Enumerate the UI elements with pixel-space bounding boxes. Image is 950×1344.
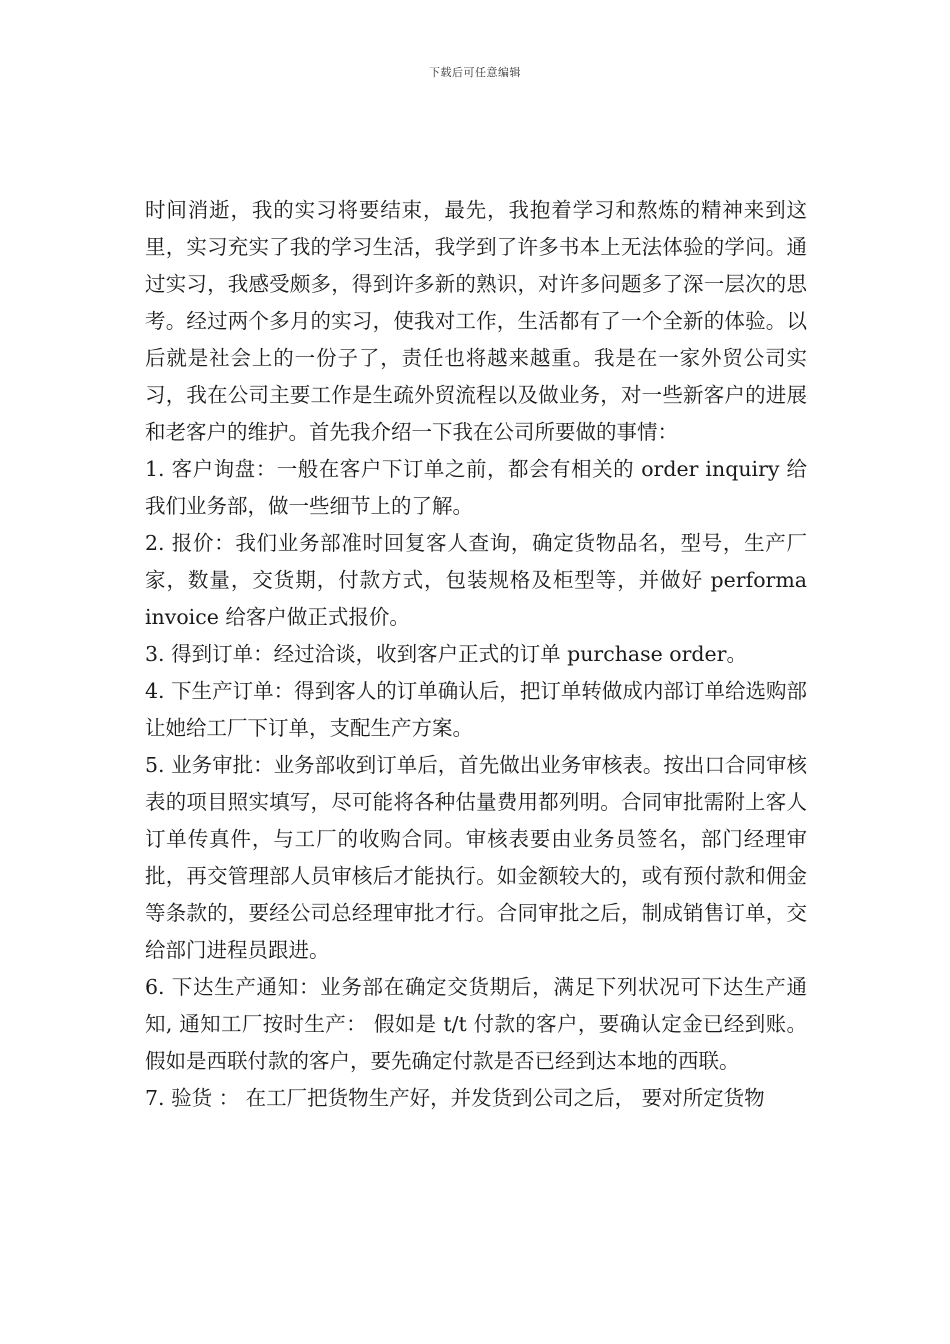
list-item-4: 4. 下生产订单：得到客人的订单确认后，把订单转做成内部订单给选购部让她给工厂下订单，支配生产方案。: [145, 679, 807, 740]
list-item-3: 3. 得到订单：经过洽谈，收到客户正式的订单 purchase order。: [145, 642, 747, 666]
list-item-7: 7. 验货 ： 在工厂把货物生产好，并发货到公司之后， 要对所定货物: [145, 1086, 765, 1110]
page-header: 下载后可任意编辑: [429, 66, 521, 79]
list-item-1: 1. 客户询盘：一般在客户下订单之前，都会有相关的 order inquiry 给我们业务部，做一些细节上的了解。: [145, 457, 807, 518]
list-item-2: 2. 报价：我们业务部准时回复客人查询，确定货物品名，型号，生产厂家，数量，交货期，付款方式，包装规格及柜型等，并做好 performa invoice 给客户做正式报价。: [145, 531, 807, 629]
document-body: [145, 192, 807, 1117]
list-item-5: 5. 业务审批：业务部收到订单后，首先做出业务审核表。按出口合同审核表的项目照实填写，尽可能将各种估量费用都列明。合同审批需附上客人订单传真件，与工厂的收购合同。审核表要由业务员签名，部门经理审批，再交管理部人员审核后才能执行。如金额较大的，或有预付款和佣金等条款的，要经公司总经理审批才行。合同审批之后，制成销售订单，交给部门进程员跟进。: [145, 753, 807, 962]
intro-paragraph: 时间消逝，我的实习将要结束，最先，我抱着学习和熬炼的精神来到这里，实习充实了我的学习生活，我学到了许多书本上无法体验的学问。通过实习，我感受颇多，得到许多新的熟识，对许多问题多了深一层次的思考。经过两个多月的实习，使我对工作，生活都有了一个全新的体验。以后就是社会上的一份子了，责任也将越来越重。我是在一家外贸公司实习，我在公司主要工作是生疏外贸流程以及做业务，对一些新客户的进展和老客户的维护。首先我介绍一下我在公司所要做的事情：: [145, 198, 807, 444]
list-item-6: 6. 下达生产通知：业务部在确定交货期后，满足下列状况可下达生产通知, 通知工厂按时生产： 假如是 t/t 付款的客户，要确认定金已经到账。 假如是西联付款的客户，要先确定付款是否已经到达本地的西联。: [145, 975, 807, 1073]
